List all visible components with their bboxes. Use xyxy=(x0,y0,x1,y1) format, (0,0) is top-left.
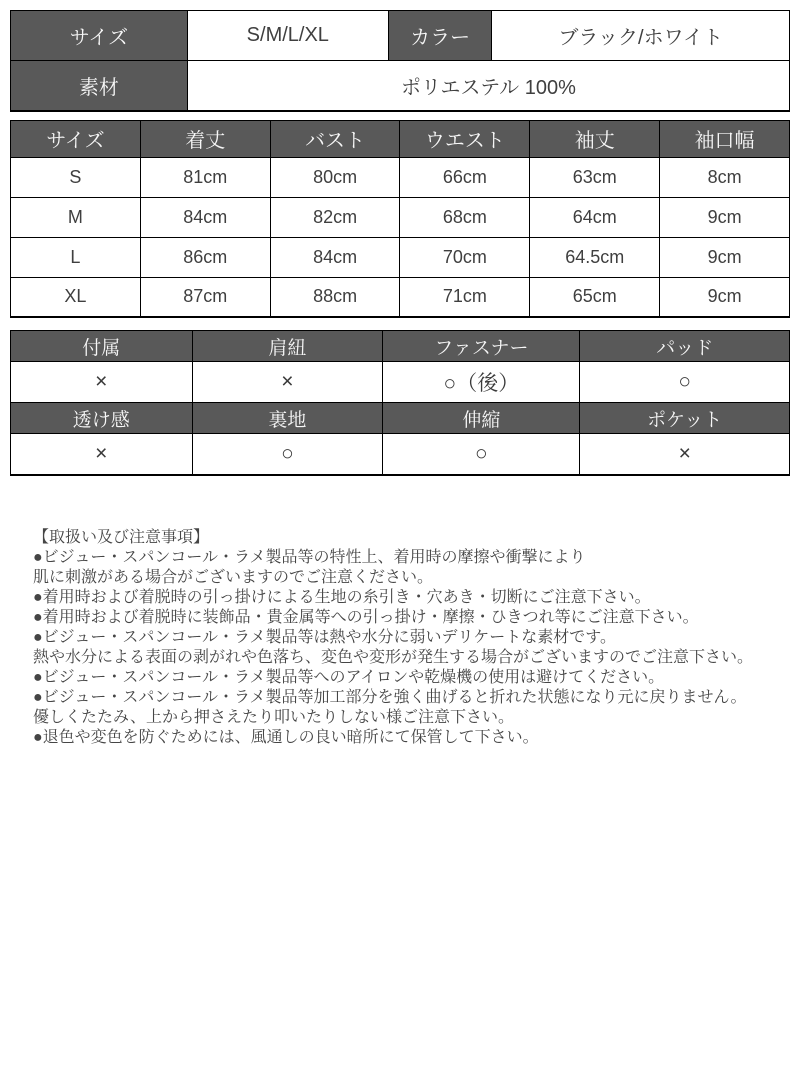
size-name-cell: M xyxy=(11,197,141,237)
measurement-cell: 64cm xyxy=(530,197,660,237)
size-chart-header-row xyxy=(11,120,790,157)
care-note-line: ●着用時および着脱時の引っ掛けによる生地の糸引き・穴あき・切断にご注意下さい。 xyxy=(33,588,651,606)
feature-header-row xyxy=(11,331,790,362)
feature-header-row xyxy=(11,403,790,434)
care-notes xyxy=(10,528,790,748)
feature-table xyxy=(10,330,790,476)
column-header: 袖口幅 xyxy=(660,120,790,157)
table-row xyxy=(11,157,790,197)
column-header: バスト xyxy=(270,120,400,157)
measurement-cell: 84cm xyxy=(140,197,270,237)
care-note-line: ●ビジュー・スパンコール・ラメ製品等は熱や水分に弱いデリケートな素材です。 xyxy=(33,628,616,646)
measurement-cell: 9cm xyxy=(660,197,790,237)
table-row xyxy=(11,237,790,277)
measurement-cell: 84cm xyxy=(270,237,400,277)
feature-header: ポケット xyxy=(580,403,790,434)
size-chart-table xyxy=(10,120,790,319)
column-header: ウエスト xyxy=(400,120,530,157)
color-header-cell: カラー xyxy=(388,11,492,61)
feature-value: ○（後） xyxy=(383,362,580,403)
size-name-cell: XL xyxy=(11,277,141,317)
care-notes-title: 【取扱い及び注意事項】 xyxy=(33,528,210,546)
material-header-cell: 素材 xyxy=(11,61,188,111)
measurement-cell: 66cm xyxy=(400,157,530,197)
table-row xyxy=(11,11,790,61)
feature-value-row xyxy=(11,362,790,403)
feature-header: ファスナー xyxy=(383,331,580,362)
feature-value: × xyxy=(192,362,383,403)
measurement-cell: 70cm xyxy=(400,237,530,277)
feature-value: × xyxy=(11,362,193,403)
measurement-cell: 68cm xyxy=(400,197,530,237)
size-name-cell: L xyxy=(11,237,141,277)
feature-value: ○ xyxy=(383,434,580,475)
feature-value: × xyxy=(580,434,790,475)
feature-header: 肩紐 xyxy=(192,331,383,362)
table-row xyxy=(11,61,790,111)
measurement-cell: 65cm xyxy=(530,277,660,317)
feature-value-row xyxy=(11,434,790,475)
measurement-cell: 88cm xyxy=(270,277,400,317)
care-note-line: ●退色や変色を防ぐためには、風通しの良い暗所にて保管して下さい。 xyxy=(33,728,539,746)
care-note-line: ●着用時および着脱時に装飾品・貴金属等への引っ掛け・摩擦・ひきつれ等にご注意下さい。 xyxy=(33,608,699,626)
feature-value: ○ xyxy=(192,434,383,475)
feature-value: × xyxy=(11,434,193,475)
care-note-line: ●ビジュー・スパンコール・ラメ製品等の特性上、着用時の摩擦や衝撃により xyxy=(33,548,586,566)
feature-header: 透け感 xyxy=(11,403,193,434)
measurement-cell: 71cm xyxy=(400,277,530,317)
care-note-line: 肌に刺激がある場合がございますのでご注意ください。 xyxy=(33,568,434,586)
column-header: 袖丈 xyxy=(530,120,660,157)
feature-header: パッド xyxy=(580,331,790,362)
color-value-cell: ブラック/ホワイト xyxy=(492,11,790,61)
size-value-cell: S/M/L/XL xyxy=(187,11,388,61)
care-note-line: 熱や水分による表面の剥がれや色落ち、変色や変形が発生する場合がございますのでご注意下さい。 xyxy=(33,648,754,666)
size-name-cell: S xyxy=(11,157,141,197)
table-row xyxy=(11,197,790,237)
care-note-line: 優しくたたみ、上から押さえたり叩いたりしない様ご注意下さい。 xyxy=(33,708,514,726)
measurement-cell: 8cm xyxy=(660,157,790,197)
column-header: 着丈 xyxy=(140,120,270,157)
table-row xyxy=(11,277,790,317)
measurement-cell: 86cm xyxy=(140,237,270,277)
measurement-cell: 87cm xyxy=(140,277,270,317)
feature-value: ○ xyxy=(580,362,790,403)
measurement-cell: 81cm xyxy=(140,157,270,197)
care-note-line: ●ビジュー・スパンコール・ラメ製品等加工部分を強く曲げると折れた状態になり元に戻りません。 xyxy=(33,688,747,706)
measurement-cell: 9cm xyxy=(660,277,790,317)
feature-header: 伸縮 xyxy=(383,403,580,434)
column-header: サイズ xyxy=(11,120,141,157)
material-value-cell: ポリエステル 100% xyxy=(187,61,789,111)
measurement-cell: 82cm xyxy=(270,197,400,237)
measurement-cell: 80cm xyxy=(270,157,400,197)
measurement-cell: 9cm xyxy=(660,237,790,277)
measurement-cell: 63cm xyxy=(530,157,660,197)
size-header-cell: サイズ xyxy=(11,11,188,61)
spec-table xyxy=(10,10,790,112)
measurement-cell: 64.5cm xyxy=(530,237,660,277)
feature-header: 裏地 xyxy=(192,403,383,434)
care-note-line: ●ビジュー・スパンコール・ラメ製品等へのアイロンや乾燥機の使用は避けてください。 xyxy=(33,668,665,686)
feature-header: 付属 xyxy=(11,331,193,362)
